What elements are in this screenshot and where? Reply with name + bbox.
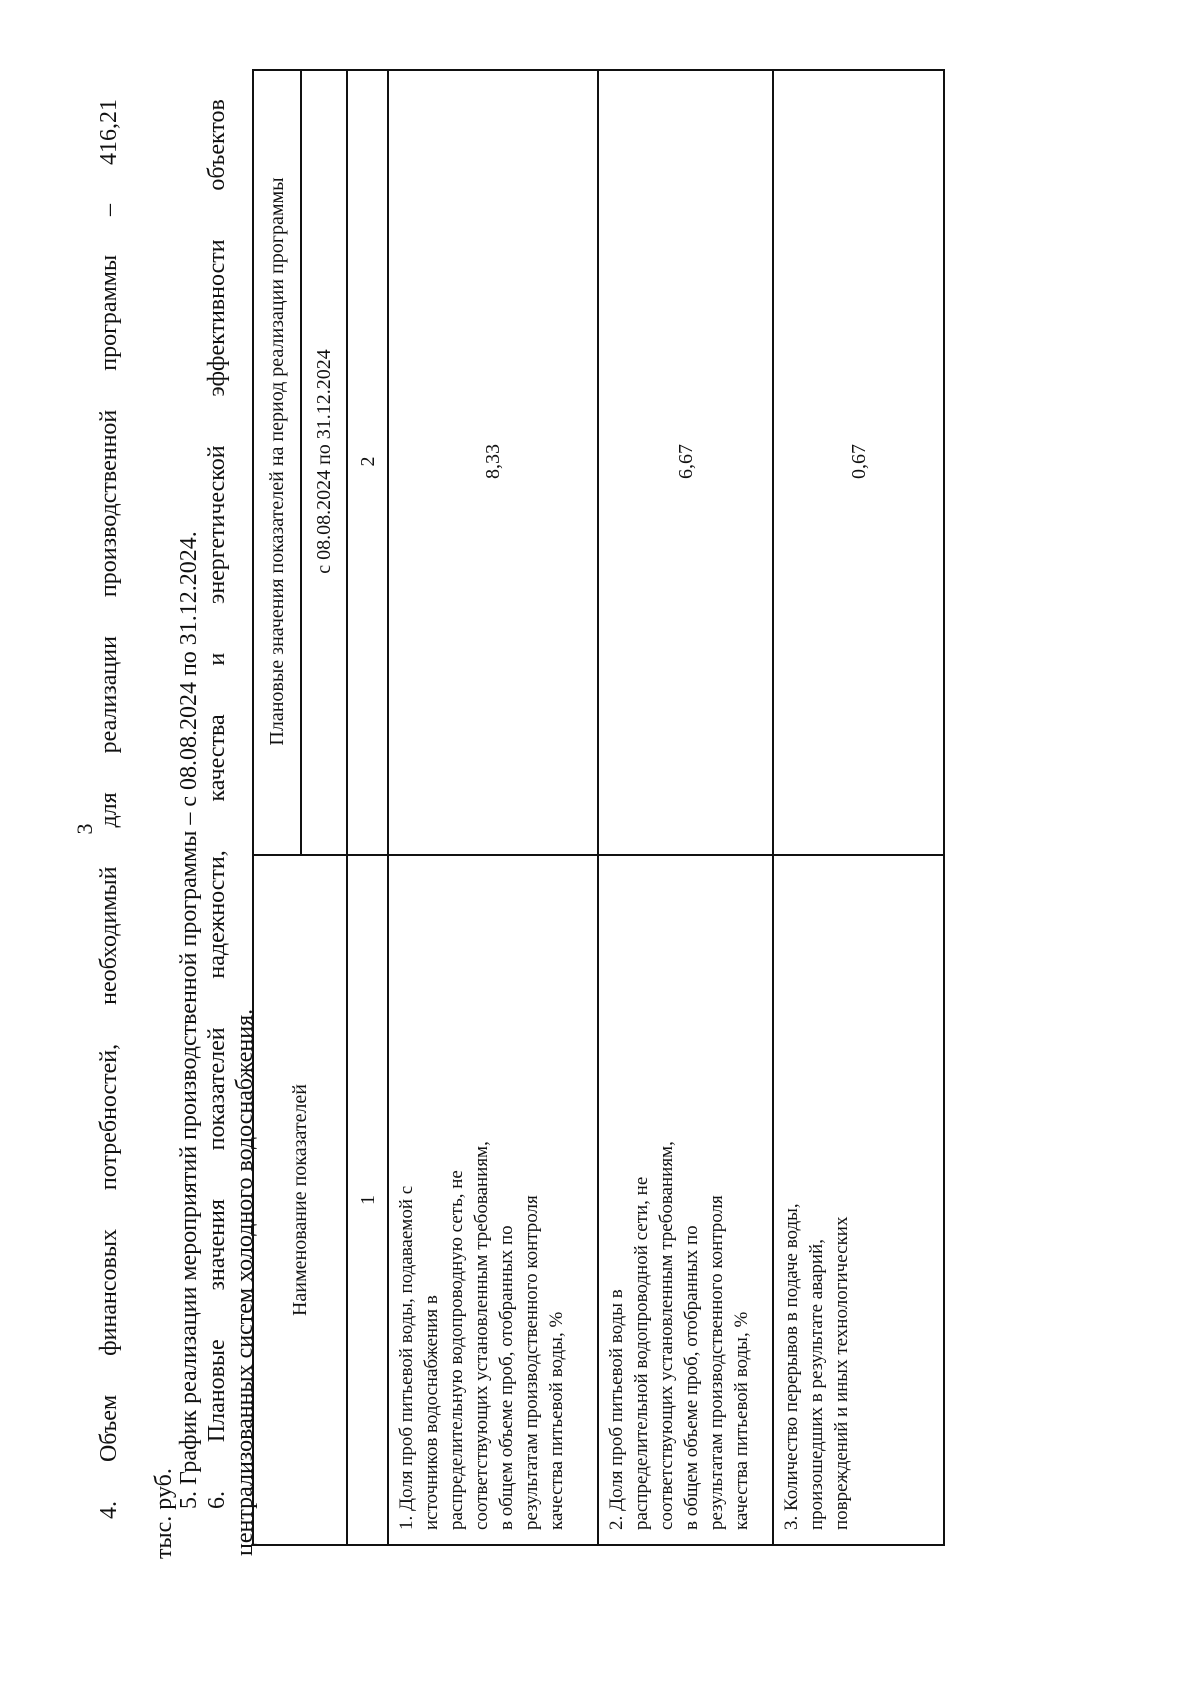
indicator-name-line: источников водоснабжения в — [421, 1295, 442, 1530]
paragraph-6-word: объектов — [204, 99, 230, 191]
paragraph-6-word: показателей — [204, 1027, 230, 1151]
indicator-name-line: 3. Количество перерывов в подаче воды, — [781, 1203, 802, 1530]
indicator-name-line: распределительную водопроводную сеть, не — [446, 1170, 467, 1530]
paragraph-6-word: 6. — [204, 1491, 230, 1509]
column-number-1: 1 — [356, 1195, 379, 1205]
paragraph-6-word: надежности, — [204, 850, 230, 979]
paragraph-4-word: финансовых — [96, 1229, 122, 1356]
paragraph-6-word: и — [204, 652, 230, 666]
paragraph-4-word: 4. — [96, 1501, 122, 1519]
paragraph-4-word: реализации — [96, 636, 122, 754]
indicator-name-line: повреждений и иных технологических — [831, 1216, 852, 1530]
indicator-3-value: 0,67 — [847, 444, 870, 479]
indicator-2-name — [600, 856, 772, 1544]
indicator-name-line: качества питьевой воды, % — [546, 1311, 567, 1530]
paragraph-6-word: качества — [204, 714, 230, 802]
paragraph-4-word: производственной — [96, 409, 122, 598]
indicator-name-line: произошедших в результате аварий, — [806, 1239, 827, 1530]
paragraph-4-line-2: тыс. руб. — [151, 1468, 177, 1559]
indicator-2-value: 6,67 — [674, 444, 697, 479]
paragraph-4-word: для — [96, 792, 122, 828]
paragraph-6-line-2: централизованных систем холодного водоснабжения. — [232, 1008, 258, 1556]
indicator-3-name — [775, 856, 943, 1544]
indicator-name-line: в общем объеме проб, отобранных по — [681, 1225, 702, 1530]
paragraph-4-line-1 — [95, 99, 123, 1519]
indicator-name-line: соответствующих установленным требованиям, — [656, 1141, 677, 1530]
indicator-1-name — [390, 856, 597, 1544]
indicator-name-line: 2. Доля проб питьевой воды в — [606, 1289, 627, 1530]
indicator-name-line: качества питьевой воды, % — [731, 1311, 752, 1530]
column-number-2: 2 — [356, 456, 379, 467]
paragraph-6-line-1 — [203, 99, 231, 1509]
indicators-table — [252, 69, 945, 1546]
indicator-name-line: распределительной водопроводной сети, не — [631, 1176, 652, 1530]
paragraph-6-word: энергетической — [204, 445, 230, 604]
paragraph-6-word: эффективности — [204, 239, 230, 397]
indicator-name-line: в общем объеме проб, отобранных по — [496, 1225, 517, 1530]
paragraph-4-word: программы — [96, 254, 122, 371]
indicator-name-line: 1. Доля проб питьевой воды, подаваемой с — [396, 1185, 417, 1530]
paragraph-4-word: – — [96, 203, 122, 216]
paragraph-4-word: Объем — [96, 1394, 122, 1463]
paragraph-5: 5. График реализации мероприятий производственной программы – с 08.08.2024 по 31.12.2024. — [176, 531, 202, 1509]
header-indicator-name: Наименование показателей — [289, 1083, 311, 1317]
indicator-1-value: 8,33 — [482, 444, 504, 479]
paragraph-6-word: Плановые — [204, 1339, 230, 1443]
indicator-name-line: результатам производственного контроля — [706, 1195, 727, 1530]
indicator-name-line: результатам производственного контроля — [521, 1195, 542, 1530]
paragraph-4-word: необходимый — [96, 866, 122, 1005]
header-planned-values: Плановые значения показателей на период реализации программы — [266, 177, 288, 746]
paragraph-4-word: 416,21 — [96, 99, 122, 166]
paragraph-4-word: потребностей, — [96, 1043, 122, 1191]
indicator-name-line: соответствующих установленным требованиям, — [471, 1141, 492, 1530]
page-number: 3 — [72, 823, 97, 835]
header-period: с 08.08.2024 по 31.12.2024 — [313, 349, 335, 574]
paragraph-6-word: значения — [204, 1199, 230, 1291]
